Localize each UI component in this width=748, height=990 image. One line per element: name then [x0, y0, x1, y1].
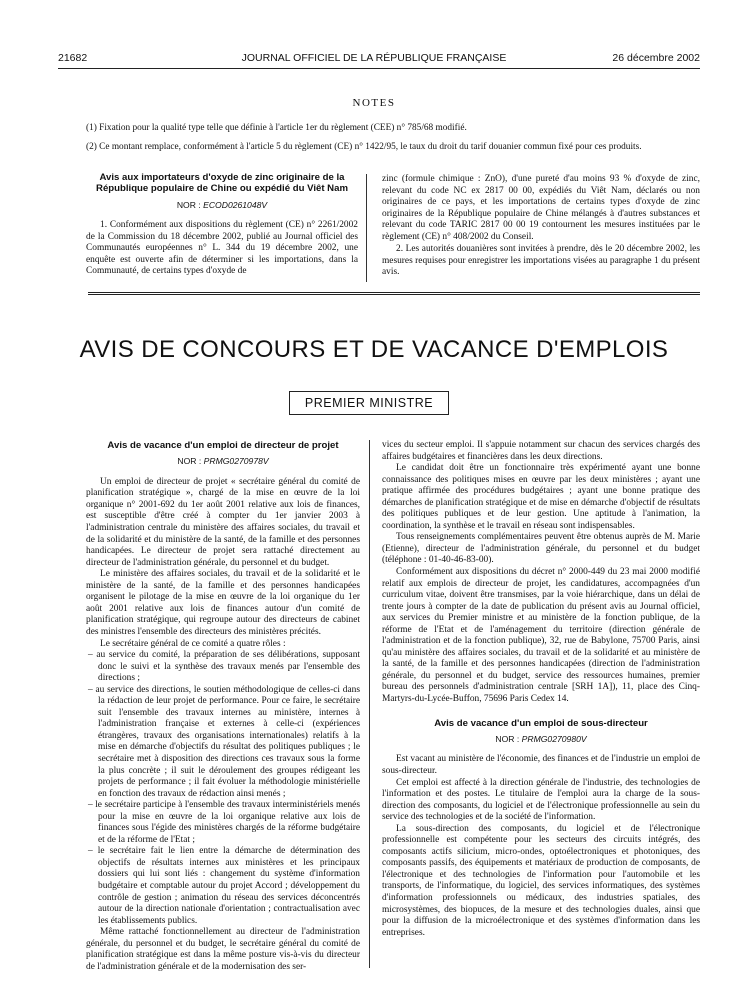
- avis-importateurs-p1: 1. Conformément aux dispositions du règlement (CE) n° 2261/2002 de la Commission du 18 décembre 2002, publié au Journal officiel des Communautés européennes n° L. 344 du 19 décembre 2002, une enquête est ouverte afin de déterminer si les importations, dans la Communauté, de certains types d'oxyde de: [86, 220, 358, 277]
- avis-importateurs-nor: NOR : ECOD0261048V: [176, 199, 268, 210]
- avis-directeur-p5: Le candidat doit être un fonctionnaire très expérimenté ayant une bonne connaissance des politiques mises en œuvre par les deux ministères ; ayant une pratique affirmée des procédures budgétaires ; ayant une bonne pratique des démarches de planification stratégique et de mise en démarche d'objectif de résultats des politiques publiques et de leur gestion. Une aptitude à l'animation, la coordination, la synthèse et le travail en réseau sont indispensables.: [382, 463, 700, 531]
- avis-directeur-p3: Le secrétaire général de ce comité a quatre rôles :: [100, 638, 286, 649]
- journal-title: JOURNAL OFFICIEL DE LA RÉPUBLIQUE FRANÇAISE: [241, 52, 507, 64]
- note-2: (2) Ce montant remplace, conformément à l'article 5 du règlement (CE) n° 1422/95, le taux du droit du tarif douanier commun fixé pour ces produits.: [86, 142, 642, 152]
- avis-directeur-p6: Tous renseignements complémentaires peuvent être obtenus auprès de M. Marie (Etienne), directeur de l'administration générale, du personnel et du budget (téléphone : 01-40-46-83-00).: [382, 532, 700, 566]
- avis-importateurs-p2: 2. Les autorités douanières sont invitées à prendre, dès le 20 décembre 2002, les mesures requises pour enregistrer les importations visées au paragraphe 1 du présent avis.: [382, 244, 700, 278]
- page-number: 21682: [58, 52, 88, 64]
- avis-directeur-p2: Le ministère des affaires sociales, du travail et de la solidarité et le ministère de la santé, de la famille et des personnes handicapées organisent le pilotage de la mise en œuvre de la loi organique du 1er août 2001 relative aux lois de finances autour d'un comité de planification stratégique, qui regroupe autour des directeurs de cabinet des ministres l'ensemble des directeurs des ministères précités.: [86, 569, 360, 637]
- avis-directeur-bullet-4: – le secrétaire fait le lien entre la démarche de détermination des objectifs de résultats internes aux ministères et les principaux dossiers qui lui sont liés : changement du système d'information budgétaire et comptable autour du projet Accord ; développement du contrôle de gestion ; animation du réseau des services déconcentrés autour de la direction nationale d'orientation ; contractualisation avec les établissements publics.: [88, 846, 360, 926]
- avis-directeur-left: [86, 440, 360, 973]
- avis-directeur-right: [382, 440, 700, 939]
- avis-sous-directeur-p3: La sous-direction des composants, du logiciel et de l'électronique professionnelle est compétente pour les secteurs des circuits intégrés, des composants actifs silicium, micro-ondes, optoélectroniques et photoniques, des composants passifs, des équipements et matériaux de production de composants, de l'électronique et des technologies de l'information pour l'automobile et les transports, de l'informatique, du logiciel, des services informatiques, des systèmes d'information professionnels ou médicaux, des industries spatiales, des microsystèmes, des biopuces, de la mesure et des technologies duales, ainsi que pour la diffusion de la microélectronique et des systèmes d'information dans les entreprises.: [382, 823, 700, 938]
- avis-importateurs-left: [86, 172, 358, 278]
- avis-directeur-p7: Conformément aux dispositions du décret n° 2000-449 du 23 mai 2000 modifié relatif aux emplois de directeur de projet, les candidatures, accompagnées d'un curriculum vitae, doivent être transmises, par la voie hiérarchique, dans un délai de trente jours à compter de la date de publication du présent avis au Journal officiel, aux services du Premier ministre et au ministère de la fonction publique, de la réforme de l'Etat et de l'aménagement du territoire (direction générale de l'administration et de la fonction publique), 32, rue de Babylone, 75700 Paris, ainsi qu'au ministère des affaires sociales, du travail et de la solidarité et au ministère de la santé, de la famille et des personnes handicapées (direction de l'administration générale, du personnel et du budget, service des ressources humaines, premier bureau des personnels d'administration centrale [SRH 1A]), 11, place des Cinq-Martyrs-du-Lycée-Buffon, 75696 Paris Cedex 14.: [382, 567, 700, 705]
- section-rule: [88, 292, 700, 293]
- section-rule-2: [88, 294, 700, 295]
- header-rule: [58, 68, 700, 69]
- avis-directeur-bullet-2: – au service des directions, le soutien méthodologique de celles-ci dans la rédaction de leur projet de performance. Pour ce faire, le secrétaire suit l'ensemble des travaux internes au ministère, internes à l'administration française et externes à celle-ci (expériences étrangères, travaux des organisations internationales) relatifs à la mise en démarche d'objectifs du résultat des politiques publiques ; le secrétaire met à disposition des directions ces travaux sous la forme la plus concrète ; il suit le déroulement des groupes rédigeant les projets de performance ; il fait évoluer la méthodologie ministérielle en fonction des travaux de rédaction ainsi menés ;: [88, 684, 360, 799]
- avis-directeur-bullet-1: – au service du comité, la préparation de ses délibérations, supposant donc le suivi et la synthèse des travaux menés par l'ensemble des directions ;: [88, 650, 360, 684]
- avis-sous-directeur-p1: Est vacant au ministère de l'économie, des finances et de l'industrie un emploi de sous-directeur.: [382, 754, 700, 776]
- avis-importateurs-title: Avis aux importateurs d'oxyde de zinc originaire de la République populaire de Chine ou expédié du Viêt Nam: [96, 172, 348, 195]
- notes-title: NOTES: [352, 97, 396, 109]
- avis-importateurs-p1-cont: zinc (formule chimique : ZnO), d'une pureté d'au moins 93 % d'oxyde de zinc, relevant du code NC ex 2817 00 00, expédiés du Viêt Nam, déclarés ou non originaires de ce pays, et les importations de certains types d'oxyde de zinc originaires de la République populaire de Chine mélangés à d'autres substances et relevant du code TARIC 2817 00 00 19 contournent les mesures instituées par le règlement (CE) n° 408/2002 du Conseil.: [382, 174, 700, 242]
- section-box: PREMIER MINISTRE: [289, 391, 449, 415]
- avis-importateurs-right: [382, 174, 700, 279]
- avis-sous-directeur-title: Avis de vacance d'un emploi de sous-directeur: [434, 717, 648, 729]
- main-title: AVIS DE CONCOURS ET DE VACANCE D'EMPLOIS: [79, 336, 669, 363]
- avis-directeur-p4: Même rattaché fonctionnellement au directeur de l'administration générale, du personnel et du budget, le secrétaire général du comité de planification stratégique est dans la même posture vis-à-vis du directeur de l'administration générale et de la modernisation des ser-: [86, 927, 360, 972]
- avis-directeur-p1: Un emploi de directeur de projet « secrétaire général du comité de planification stratégique », chargé de la mise en œuvre de la loi organique n° 2001-692 du 1er août 2001 relative aux lois de finances, est susceptible d'être créé à compter du 1er janvier 2003 à l'administration centrale du ministère des affaires sociales, du travail et de la solidarité et du ministère de la santé, de la famille et des personnes handicapées. Le directeur de projet sera rattaché directement au directeur de l'administration générale, du personnel et du budget.: [86, 476, 360, 568]
- avis-directeur-p4-cont: vices du secteur emploi. Il s'appuie notamment sur chacun des services chargés des affaires budgétaires et financières dans les deux directions.: [382, 440, 700, 462]
- avis-directeur-title: Avis de vacance d'un emploi de directeur de projet: [107, 440, 339, 451]
- column-separator-2: [369, 440, 370, 968]
- avis-sous-directeur-nor: NOR : PRMG0270980V: [495, 733, 587, 744]
- column-separator: [366, 174, 367, 282]
- avis-directeur-bullet-3: – le secrétaire participe à l'ensemble des travaux interministériels menés pour la mise en œuvre de la loi organique relative aux lois de finances sous l'égide des ministères chargés de la réforme budgétaire et de la réforme de l'Etat ;: [88, 800, 360, 845]
- avis-directeur-nor: NOR : PRMG0270978V: [177, 456, 269, 467]
- avis-sous-directeur-p2: Cet emploi est affecté à la direction générale de l'industrie, des technologies de l'information et des postes. Le titulaire de l'emploi aura la charge de la sous-direction des composants, du logiciel et de l'électronique professionnelle au sein du service des technologies et de la société de l'information.: [382, 777, 700, 823]
- note-1: (1) Fixation pour la qualité type telle que définie à l'article 1er du règlement (CEE) n° 785/68 modifié.: [86, 123, 467, 133]
- issue-date: 26 décembre 2002: [612, 52, 700, 64]
